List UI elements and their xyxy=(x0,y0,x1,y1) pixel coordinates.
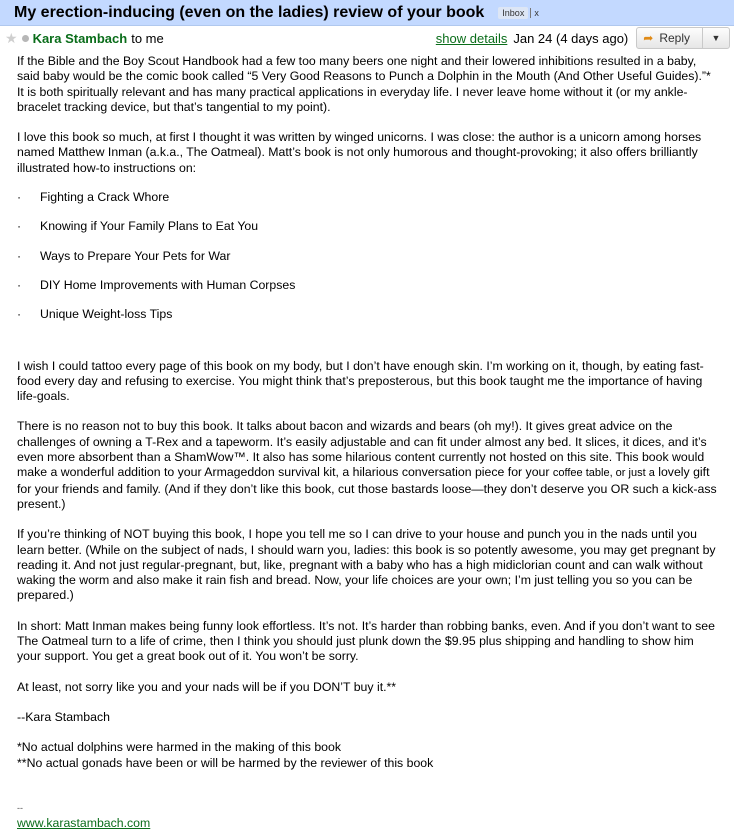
paragraph: At least, not sorry like you and your nads will be if you DON’T buy it.** xyxy=(17,679,397,694)
signoff: --Kara Stambach xyxy=(17,709,110,724)
reply-label: Reply xyxy=(659,31,690,45)
more-actions-button[interactable] xyxy=(703,28,729,48)
list-item-text: Knowing if Your Family Plans to Eat You xyxy=(40,219,259,234)
presence-dot-icon xyxy=(22,35,29,42)
bullet-mark: · xyxy=(17,219,22,234)
list-item xyxy=(17,307,718,322)
signature-separator: -- xyxy=(17,802,23,813)
list-item-text: Fighting a Crack Whore xyxy=(40,190,170,205)
bullet-mark: · xyxy=(17,277,22,292)
remove-label-button[interactable]: x xyxy=(530,8,539,18)
paragraph: I love this book so much, at first I thought it was written by winged unicorns. I was close: the author is a unicorn among horses named Matthew Inman (a.k.a., The Oatmeal). Matt’s book is not only humorous and thought-provoking; it also offers brilliantly illustrated how-to instructions on: xyxy=(17,130,702,175)
bullet-mark: · xyxy=(17,190,22,205)
paragraph-text: There is no reason not to buy this book. It talks about bacon and wizards and bears (oh my!). It gives great advice on the challenges of owning a T-Rex and a tapeworm. It’s easily adjustable and can fit under almost any bed. It slices, it dices, and it’s even more absorbent than a ShamWow™. It also has some hilarious content currently not hosted on this site. This book would make a wonderful addition to your Armageddon survival kit, a hilarious conversation piece for your xyxy=(17,419,707,480)
message-body xyxy=(0,50,734,831)
paragraph: If you’re thinking of NOT buying this book, I hope you tell me so I can drive to your house and punch you in the nads until you learn better. (While on the subject of nads, I should warn you, ladies: this book is so potently awesome, you may get pregnant by reading it. And not just regular-pregnant, but, like, pregnant with a baby who has a high midiclorian count and can walk without waking the worm and also make it rain fish and bread. Now, your life choices are your own; I’m just telling you so you can be prepared.) xyxy=(17,527,716,603)
list-item xyxy=(17,219,718,234)
message-header xyxy=(0,26,734,50)
paragraph xyxy=(17,419,718,512)
bullet-mark: · xyxy=(17,307,22,322)
inbox-label[interactable]: Inbox xyxy=(498,7,528,19)
paragraph: I wish I could tattoo every page of this book on my body, but I don’t have enough skin. I’m working on it, though, by eating fast-food every day and refusing to exercise. You might think that’s preposterous, but this book taught me the importance of having life-goals. xyxy=(17,358,704,404)
recipient: to me xyxy=(131,30,164,46)
list-item xyxy=(17,249,718,264)
star-icon[interactable]: ★ xyxy=(5,29,18,46)
footnote: **No actual gonads have been or will be harmed by the reviewer of this book xyxy=(17,755,434,770)
bullet-mark: · xyxy=(17,248,22,263)
footnote: *No actual dolphins were harmed in the making of this book xyxy=(17,740,342,755)
list-item xyxy=(17,278,718,293)
paragraph: If the Bible and the Boy Scout Handbook had a few too many beers one night and their lowered inhibitions resulted in a baby, said baby would be the comic book called “5 Very Good Reasons to Punch a Dolphin in the Mouth (And Other Useful Guides).”* It is both spiritually relevant and has many practical applications in everyday life. I never leave home without it (or my ankle-bracelet tracking device, but that’s tangential to my point). xyxy=(17,54,711,114)
website-link[interactable]: www.karastambach.com xyxy=(17,816,151,831)
paragraph-text: lovely gift for your friends and family. (And if they don’t like this book, cut those bastards loose—they don’t deserve you OR such a kick-ass present.) xyxy=(17,465,717,511)
reply-button[interactable] xyxy=(637,28,703,48)
reply-button-group xyxy=(636,27,730,49)
show-details-link[interactable]: show details xyxy=(435,30,508,46)
paragraph: In short: Matt Inman makes being funny look effortless. It’s not. It’s harder than robbing banks, even. And if you don’t want to see The Oatmeal turn to a life of crime, then I think you should just plunk down the $9.95 plus shipping and handling to show him your support. You get a great book out of it. You won’t be sorry. xyxy=(17,618,715,664)
dropdown-arrow-icon: ▼ xyxy=(711,33,721,43)
thread-subject: My erection-inducing (even on the ladies) review of your book xyxy=(14,3,485,21)
list-item-text: Unique Weight-loss Tips xyxy=(40,307,173,322)
list-item xyxy=(17,190,718,205)
list-item-text: DIY Home Improvements with Human Corpses xyxy=(40,277,296,292)
reply-arrow-icon: ➦ xyxy=(643,31,654,45)
list-item-text: Ways to Prepare Your Pets for War xyxy=(40,248,231,263)
sender-name[interactable]: Kara Stambach xyxy=(32,30,128,46)
subject-bar xyxy=(0,0,734,26)
paragraph-text-small: coffee table, or just a xyxy=(552,467,655,480)
message-date: Jan 24 (4 days ago) xyxy=(513,30,629,46)
